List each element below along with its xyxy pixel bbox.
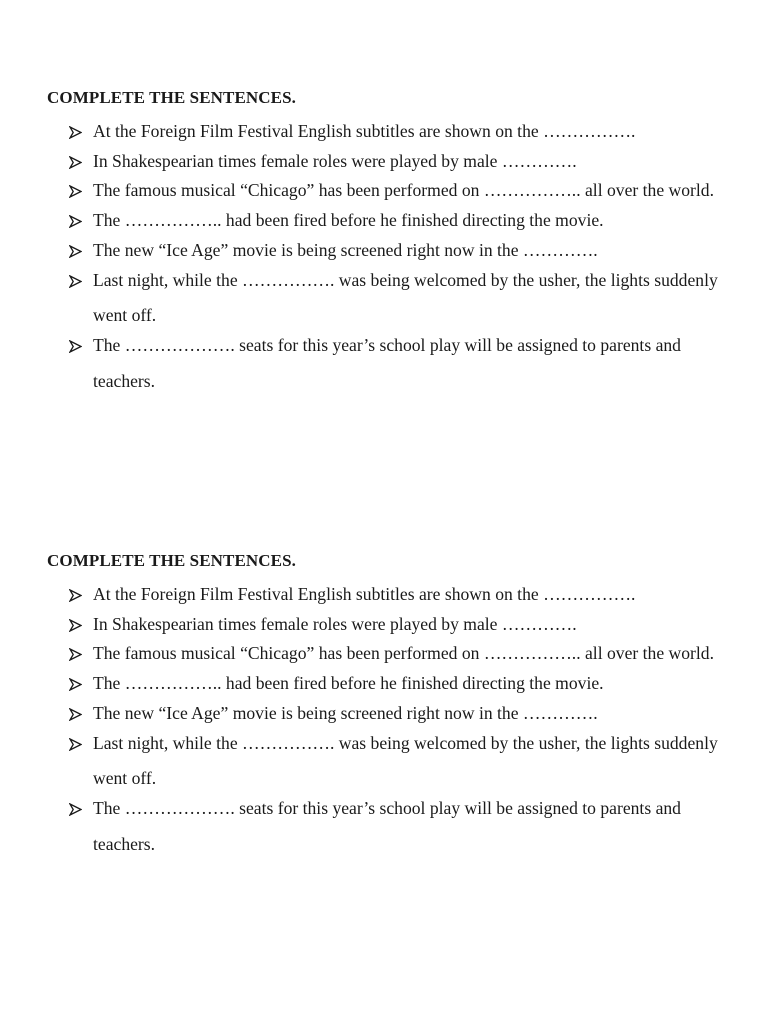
sentence-text: Last night, while the ……………. was being welcomed by the usher, the lights suddenly went off. — [93, 269, 718, 326]
sentence-text: At the Foreign Film Festival English subtitles are shown on the ……………. — [93, 584, 636, 604]
arrowhead-bullet-icon — [69, 726, 83, 762]
sentence-list — [47, 577, 727, 862]
list-item — [47, 791, 727, 862]
exercise-section-2 — [47, 549, 727, 862]
section-heading: COMPLETE THE SENTENCES. — [47, 88, 297, 107]
sentence-text: In Shakespearian times female roles were played by male …………. — [93, 613, 577, 634]
sentence-text: At the Foreign Film Festival English subtitles are shown on the ……………. — [93, 121, 636, 141]
list-item — [47, 726, 727, 797]
sentence-text: The …………….. had been fired before he finished directing the movie. — [93, 673, 604, 694]
section-heading: COMPLETE THE SENTENCES. — [47, 551, 297, 570]
sentence-text: The new “Ice Age” movie is being screened right now in the …………. — [93, 239, 598, 260]
sentence-list — [47, 114, 727, 399]
exercise-section-1 — [47, 86, 727, 399]
arrowhead-bullet-icon — [69, 791, 83, 827]
sentence-text: The famous musical “Chicago” has been performed on …………….. all over the world. — [93, 643, 714, 664]
sentence-text: In Shakespearian times female roles were played by male …………. — [93, 150, 577, 171]
arrowhead-bullet-icon — [69, 328, 83, 364]
sentence-text: The ………………. seats for this year’s school play will be assigned to parents and teachers. — [93, 334, 681, 391]
arrowhead-bullet-icon — [69, 263, 83, 299]
sentence-text: Last night, while the ……………. was being welcomed by the usher, the lights suddenly went off. — [93, 732, 718, 789]
list-item — [47, 263, 727, 334]
sentence-text: The famous musical “Chicago” has been performed on …………….. all over the world. — [93, 180, 714, 201]
sentence-text: The …………….. had been fired before he finished directing the movie. — [93, 210, 604, 231]
sentence-text: The ………………. seats for this year’s school play will be assigned to parents and teachers. — [93, 797, 681, 854]
sentence-text: The new “Ice Age” movie is being screened right now in the …………. — [93, 702, 598, 723]
list-item — [47, 328, 727, 399]
